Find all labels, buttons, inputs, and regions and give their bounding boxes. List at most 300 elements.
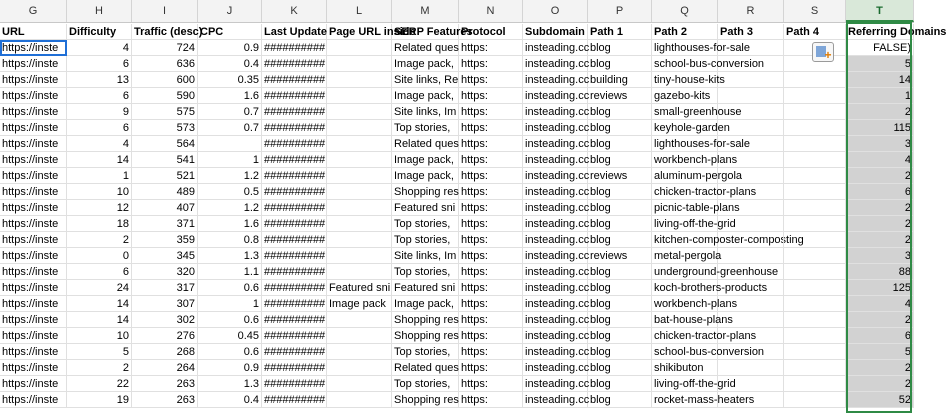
table-cell[interactable]: picnic-table-plans bbox=[654, 202, 740, 214]
table-cell[interactable]: 14 bbox=[67, 296, 132, 312]
header-cell[interactable]: Page URL inside bbox=[329, 26, 416, 38]
column-letter-p[interactable]: P bbox=[588, 0, 652, 22]
table-cell[interactable] bbox=[327, 232, 392, 248]
table-cell[interactable]: 0.8 bbox=[198, 232, 262, 248]
table-cell[interactable] bbox=[718, 168, 784, 184]
table-cell[interactable] bbox=[718, 264, 784, 280]
table-cell[interactable]: https: bbox=[459, 120, 523, 136]
table-cell[interactable]: ########## bbox=[264, 170, 326, 182]
table-cell[interactable]: 2 bbox=[846, 168, 914, 184]
table-cell[interactable]: gazebo-kits bbox=[652, 88, 718, 104]
table-cell[interactable]: 2 bbox=[846, 312, 914, 328]
table-cell[interactable] bbox=[718, 120, 784, 136]
table-cell[interactable]: Top stories, bbox=[392, 232, 459, 248]
table-cell[interactable] bbox=[327, 40, 392, 56]
table-cell[interactable]: insteading.cc bbox=[525, 314, 590, 326]
table-cell[interactable]: ########## bbox=[264, 58, 326, 70]
table-cell[interactable] bbox=[784, 328, 846, 344]
table-cell[interactable]: https: bbox=[459, 40, 523, 56]
table-cell[interactable]: ########## bbox=[264, 250, 326, 262]
table-cell[interactable]: reviews bbox=[588, 168, 652, 184]
table-cell[interactable]: 2 bbox=[67, 360, 132, 376]
table-cell[interactable]: https://inste bbox=[0, 232, 67, 248]
table-cell[interactable]: insteading.cc bbox=[525, 58, 590, 70]
column-letter-j[interactable]: J bbox=[198, 0, 262, 22]
table-cell[interactable] bbox=[327, 344, 392, 360]
table-cell[interactable]: ########## bbox=[264, 362, 326, 374]
table-cell[interactable]: https://inste bbox=[0, 136, 67, 152]
table-cell[interactable]: 22 bbox=[67, 376, 132, 392]
table-cell[interactable]: ########## bbox=[264, 266, 326, 278]
table-cell[interactable]: 3 bbox=[846, 248, 914, 264]
column-letter-g[interactable]: G bbox=[0, 0, 67, 22]
table-cell[interactable]: 541 bbox=[132, 152, 198, 168]
table-cell[interactable]: https: bbox=[459, 168, 523, 184]
paste-options-icon[interactable] bbox=[812, 42, 834, 62]
table-cell[interactable]: ########## bbox=[264, 122, 326, 134]
table-cell[interactable]: insteading.cc bbox=[525, 122, 590, 134]
table-cell[interactable]: https: bbox=[459, 264, 523, 280]
table-cell[interactable]: insteading.cc bbox=[525, 138, 590, 150]
table-cell[interactable]: https://inste bbox=[0, 264, 67, 280]
table-cell[interactable]: 2 bbox=[846, 216, 914, 232]
table-cell[interactable]: Image pack, bbox=[392, 168, 459, 184]
table-cell[interactable]: Featured sni bbox=[392, 200, 459, 216]
table-cell[interactable]: 0.6 bbox=[198, 344, 262, 360]
table-cell[interactable]: bat-house-plans bbox=[654, 314, 733, 326]
table-cell[interactable]: 6 bbox=[67, 264, 132, 280]
column-letter-o[interactable]: O bbox=[523, 0, 588, 22]
table-cell[interactable]: blog bbox=[588, 216, 652, 232]
table-cell[interactable]: https://inste bbox=[0, 168, 67, 184]
table-cell[interactable]: ########## bbox=[264, 202, 326, 214]
table-cell[interactable]: insteading.cc bbox=[525, 154, 590, 166]
table-cell[interactable]: Top stories, bbox=[392, 344, 459, 360]
table-cell[interactable]: 724 bbox=[132, 40, 198, 56]
column-letter-m[interactable]: M bbox=[392, 0, 459, 22]
table-cell[interactable]: insteading.cc bbox=[525, 378, 590, 390]
table-cell[interactable] bbox=[718, 296, 784, 312]
table-cell[interactable]: ########## bbox=[264, 314, 326, 326]
table-cell[interactable]: https://inste bbox=[0, 88, 67, 104]
table-cell[interactable]: 4 bbox=[846, 296, 914, 312]
table-cell[interactable]: https://inste bbox=[0, 216, 67, 232]
table-cell[interactable]: 264 bbox=[132, 360, 198, 376]
table-cell[interactable]: https: bbox=[459, 200, 523, 216]
table-cell[interactable]: 14 bbox=[67, 152, 132, 168]
table-cell[interactable]: blog bbox=[588, 328, 652, 344]
column-letter-k[interactable]: K bbox=[262, 0, 327, 22]
table-cell[interactable]: underground-greenhouse bbox=[654, 266, 779, 278]
table-cell[interactable] bbox=[784, 88, 846, 104]
table-cell[interactable]: Image pack, bbox=[392, 296, 459, 312]
table-cell[interactable]: 1.1 bbox=[198, 264, 262, 280]
table-cell[interactable]: insteading.cc bbox=[525, 250, 590, 262]
table-cell[interactable]: insteading.cc bbox=[525, 170, 590, 182]
table-cell[interactable]: 5 bbox=[846, 344, 914, 360]
table-cell[interactable]: blog bbox=[588, 280, 652, 296]
column-letter-l[interactable]: L bbox=[327, 0, 392, 22]
table-cell[interactable]: ########## bbox=[264, 298, 326, 310]
table-cell[interactable]: blog bbox=[588, 152, 652, 168]
table-cell[interactable]: lighthouses-for-sale bbox=[654, 42, 750, 54]
table-cell[interactable]: 263 bbox=[132, 376, 198, 392]
table-cell[interactable]: 345 bbox=[132, 248, 198, 264]
table-cell[interactable]: 13 bbox=[67, 72, 132, 88]
table-cell[interactable]: https://inste bbox=[0, 40, 67, 56]
table-cell[interactable]: 52 bbox=[846, 392, 914, 408]
table-cell[interactable]: https://inste bbox=[0, 296, 67, 312]
table-cell[interactable] bbox=[718, 56, 784, 72]
table-cell[interactable]: https://inste bbox=[0, 344, 67, 360]
table-cell[interactable]: 320 bbox=[132, 264, 198, 280]
table-cell[interactable]: 24 bbox=[67, 280, 132, 296]
table-cell[interactable]: 636 bbox=[132, 56, 198, 72]
table-cell[interactable]: blog bbox=[588, 344, 652, 360]
table-cell[interactable] bbox=[784, 264, 846, 280]
table-cell[interactable]: https://inste bbox=[0, 200, 67, 216]
column-letter-q[interactable]: Q bbox=[652, 0, 718, 22]
table-cell[interactable] bbox=[784, 136, 846, 152]
table-cell[interactable]: insteading.cc bbox=[525, 282, 590, 294]
table-cell[interactable] bbox=[327, 392, 392, 408]
table-cell[interactable]: insteading.cc bbox=[525, 42, 590, 54]
table-cell[interactable] bbox=[718, 360, 784, 376]
table-cell[interactable]: ########## bbox=[264, 346, 326, 358]
table-cell[interactable]: reviews bbox=[588, 248, 652, 264]
table-cell[interactable]: 0.4 bbox=[198, 56, 262, 72]
table-cell[interactable]: Image pack, bbox=[392, 88, 459, 104]
table-cell[interactable]: 115 bbox=[846, 120, 914, 136]
table-cell[interactable]: https: bbox=[459, 344, 523, 360]
table-cell[interactable]: 317 bbox=[132, 280, 198, 296]
table-cell[interactable]: ########## bbox=[264, 186, 326, 198]
table-cell[interactable]: metal-pergola bbox=[654, 250, 722, 262]
table-cell[interactable] bbox=[327, 360, 392, 376]
table-cell[interactable]: 489 bbox=[132, 184, 198, 200]
table-cell[interactable]: https: bbox=[459, 72, 523, 88]
table-cell[interactable]: 0.6 bbox=[198, 280, 262, 296]
table-cell[interactable]: blog bbox=[588, 56, 652, 72]
table-cell[interactable]: https: bbox=[459, 312, 523, 328]
table-cell[interactable]: https://inste bbox=[0, 376, 67, 392]
table-cell[interactable]: https: bbox=[459, 136, 523, 152]
table-cell[interactable] bbox=[784, 72, 846, 88]
table-cell[interactable]: 10 bbox=[67, 184, 132, 200]
table-cell[interactable]: 371 bbox=[132, 216, 198, 232]
table-cell[interactable]: 0.6 bbox=[198, 312, 262, 328]
table-cell[interactable] bbox=[784, 152, 846, 168]
table-cell[interactable] bbox=[327, 264, 392, 280]
table-cell[interactable]: 0.45 bbox=[198, 328, 262, 344]
table-cell[interactable]: https: bbox=[459, 328, 523, 344]
table-cell[interactable] bbox=[718, 104, 784, 120]
table-cell[interactable]: 1.3 bbox=[198, 248, 262, 264]
table-cell[interactable]: 407 bbox=[132, 200, 198, 216]
table-cell[interactable]: https: bbox=[459, 88, 523, 104]
table-cell[interactable]: aluminum-pergola bbox=[654, 170, 743, 182]
table-cell[interactable]: https://inste bbox=[0, 104, 67, 120]
table-cell[interactable]: ########## bbox=[264, 218, 326, 230]
table-cell[interactable]: 0.9 bbox=[198, 40, 262, 56]
table-cell[interactable]: reviews bbox=[588, 88, 652, 104]
table-cell[interactable]: ########## bbox=[264, 282, 326, 294]
table-cell[interactable]: insteading.cc bbox=[525, 266, 590, 278]
table-cell[interactable] bbox=[718, 232, 784, 248]
table-cell[interactable]: 5 bbox=[846, 56, 914, 72]
table-cell[interactable] bbox=[327, 72, 392, 88]
table-cell[interactable] bbox=[784, 184, 846, 200]
table-cell[interactable] bbox=[718, 312, 784, 328]
table-cell[interactable]: https: bbox=[459, 216, 523, 232]
table-cell[interactable]: ########## bbox=[264, 378, 326, 390]
header-cell[interactable]: SERP Features bbox=[394, 26, 473, 38]
table-cell[interactable]: insteading.cc bbox=[525, 218, 590, 230]
table-cell[interactable]: Image pack bbox=[327, 296, 392, 312]
table-cell[interactable]: Shopping res bbox=[394, 186, 459, 198]
table-cell[interactable]: ########## bbox=[264, 74, 326, 86]
table-cell[interactable]: rocket-mass-heaters bbox=[654, 394, 755, 406]
table-cell[interactable]: workbench-plans bbox=[654, 154, 738, 166]
table-cell[interactable]: 600 bbox=[132, 72, 198, 88]
table-cell[interactable]: 5 bbox=[67, 344, 132, 360]
table-cell[interactable] bbox=[784, 216, 846, 232]
table-cell[interactable] bbox=[784, 280, 846, 296]
table-cell[interactable]: 521 bbox=[132, 168, 198, 184]
table-cell[interactable]: 268 bbox=[132, 344, 198, 360]
table-cell[interactable] bbox=[327, 104, 392, 120]
table-cell[interactable] bbox=[718, 136, 784, 152]
table-cell[interactable]: Related ques bbox=[394, 362, 459, 374]
table-cell[interactable]: 2 bbox=[846, 232, 914, 248]
table-cell[interactable]: 307 bbox=[132, 296, 198, 312]
table-cell[interactable]: 0.9 bbox=[198, 360, 262, 376]
table-cell[interactable] bbox=[718, 200, 784, 216]
table-cell[interactable]: building bbox=[588, 72, 652, 88]
table-cell[interactable]: 0.35 bbox=[198, 72, 262, 88]
table-cell[interactable]: blog bbox=[588, 264, 652, 280]
table-cell[interactable]: 1 bbox=[67, 168, 132, 184]
table-cell[interactable] bbox=[784, 232, 846, 248]
table-cell[interactable]: https://inste bbox=[0, 280, 67, 296]
table-cell[interactable]: 1 bbox=[198, 296, 262, 312]
table-cell[interactable]: insteading.cc bbox=[525, 394, 590, 406]
table-cell[interactable]: https://inste bbox=[0, 392, 67, 408]
table-cell[interactable] bbox=[784, 376, 846, 392]
table-cell[interactable]: chicken-tractor-plans bbox=[654, 330, 757, 342]
table-cell[interactable]: insteading.cc bbox=[525, 90, 590, 102]
table-cell[interactable] bbox=[327, 120, 392, 136]
table-cell[interactable]: 2 bbox=[846, 360, 914, 376]
table-cell[interactable] bbox=[327, 248, 392, 264]
table-cell[interactable]: https://inste bbox=[0, 184, 67, 200]
table-cell[interactable] bbox=[718, 392, 784, 408]
table-cell[interactable]: 0.7 bbox=[198, 104, 262, 120]
table-cell[interactable]: https://inste bbox=[0, 152, 67, 168]
table-cell[interactable]: 2 bbox=[846, 200, 914, 216]
table-cell[interactable]: school-bus-conversion bbox=[654, 346, 765, 358]
table-cell[interactable]: Featured sni bbox=[329, 282, 391, 294]
table-cell[interactable]: blog bbox=[588, 296, 652, 312]
table-cell[interactable]: https: bbox=[459, 104, 523, 120]
table-cell[interactable] bbox=[718, 216, 784, 232]
table-cell[interactable]: Shopping res bbox=[394, 394, 459, 406]
table-cell[interactable]: https://inste bbox=[0, 248, 67, 264]
table-cell[interactable]: 10 bbox=[67, 328, 132, 344]
table-cell[interactable]: Top stories, bbox=[392, 376, 459, 392]
header-cell[interactable]: Path 3 bbox=[718, 24, 784, 40]
table-cell[interactable] bbox=[718, 88, 784, 104]
column-letter-r[interactable]: R bbox=[718, 0, 784, 22]
table-cell[interactable]: https: bbox=[459, 152, 523, 168]
table-cell[interactable]: 2 bbox=[846, 104, 914, 120]
header-cell[interactable]: Referring Domains bbox=[848, 26, 946, 38]
table-cell[interactable]: chicken-tractor-plans bbox=[654, 186, 757, 198]
table-cell[interactable]: ########## bbox=[264, 234, 326, 246]
table-cell[interactable]: ########## bbox=[264, 154, 326, 166]
table-cell[interactable] bbox=[327, 168, 392, 184]
table-cell[interactable]: Site links, Re bbox=[394, 74, 459, 86]
table-cell[interactable]: insteading.cc bbox=[525, 362, 590, 374]
table-cell[interactable]: ########## bbox=[264, 138, 326, 150]
table-cell[interactable]: https://inste bbox=[0, 328, 67, 344]
table-cell[interactable]: blog bbox=[588, 200, 652, 216]
column-letter-h[interactable]: H bbox=[67, 0, 132, 22]
table-cell[interactable]: Related ques bbox=[394, 42, 459, 54]
table-cell[interactable]: ########## bbox=[264, 42, 326, 54]
table-cell[interactable]: https: bbox=[459, 184, 523, 200]
table-cell[interactable]: 6 bbox=[67, 88, 132, 104]
table-cell[interactable] bbox=[784, 168, 846, 184]
table-cell[interactable]: Top stories, bbox=[392, 264, 459, 280]
header-cell[interactable]: Protocol bbox=[459, 24, 523, 40]
table-cell[interactable]: 1.6 bbox=[198, 216, 262, 232]
table-cell[interactable]: koch-brothers-products bbox=[654, 282, 768, 294]
table-cell[interactable]: 6 bbox=[67, 56, 132, 72]
table-cell[interactable] bbox=[718, 72, 784, 88]
header-cell[interactable]: Last Update bbox=[264, 26, 327, 38]
table-cell[interactable] bbox=[327, 88, 392, 104]
table-cell[interactable]: 4 bbox=[67, 136, 132, 152]
table-cell[interactable]: 6 bbox=[846, 328, 914, 344]
table-cell[interactable]: Site links, Im bbox=[392, 248, 459, 264]
table-cell[interactable]: insteading.cc bbox=[525, 346, 590, 358]
table-cell[interactable]: 9 bbox=[67, 104, 132, 120]
column-letter-s[interactable]: S bbox=[784, 0, 846, 22]
table-cell[interactable]: https://inste bbox=[0, 312, 67, 328]
table-cell[interactable] bbox=[718, 152, 784, 168]
table-cell[interactable]: 263 bbox=[132, 392, 198, 408]
table-cell[interactable]: 4 bbox=[846, 152, 914, 168]
table-cell[interactable]: Shopping res bbox=[394, 314, 459, 326]
table-cell[interactable] bbox=[718, 376, 784, 392]
table-cell[interactable]: Shopping res bbox=[394, 330, 459, 342]
header-cell[interactable]: Traffic (desc) bbox=[134, 26, 203, 38]
column-letter-i[interactable]: I bbox=[132, 0, 198, 22]
table-cell[interactable]: https://inste bbox=[0, 72, 67, 88]
table-cell[interactable]: 125 bbox=[846, 280, 914, 296]
table-cell[interactable]: insteading.cc bbox=[525, 298, 590, 310]
table-cell[interactable]: https: bbox=[459, 56, 523, 72]
table-cell[interactable]: living-off-the-grid bbox=[654, 218, 736, 230]
table-cell[interactable]: insteading.cc bbox=[525, 202, 590, 214]
table-cell[interactable]: 12 bbox=[67, 200, 132, 216]
table-cell[interactable]: https: bbox=[459, 360, 523, 376]
header-cell[interactable]: CPC bbox=[198, 24, 262, 40]
table-cell[interactable] bbox=[327, 200, 392, 216]
table-cell[interactable] bbox=[718, 248, 784, 264]
table-cell[interactable]: living-off-the-grid bbox=[654, 378, 736, 390]
table-cell[interactable] bbox=[718, 184, 784, 200]
table-cell[interactable]: shikibuton bbox=[652, 360, 718, 376]
table-cell[interactable]: lighthouses-for-sale bbox=[654, 138, 750, 150]
table-cell[interactable]: tiny-house-kits bbox=[654, 74, 725, 86]
table-cell[interactable]: blog bbox=[588, 232, 652, 248]
table-cell[interactable]: small-greenhouse bbox=[654, 106, 742, 118]
table-cell[interactable]: Image pack, bbox=[392, 152, 459, 168]
table-cell[interactable]: insteading.cc bbox=[525, 330, 590, 342]
table-cell[interactable]: blog bbox=[588, 104, 652, 120]
table-cell[interactable]: 6 bbox=[67, 120, 132, 136]
table-cell[interactable] bbox=[784, 392, 846, 408]
table-cell[interactable] bbox=[784, 104, 846, 120]
table-cell[interactable]: insteading.cc bbox=[525, 74, 590, 86]
table-cell[interactable]: 1 bbox=[198, 152, 262, 168]
header-cell[interactable]: Subdomain bbox=[523, 24, 588, 40]
table-cell[interactable]: 590 bbox=[132, 88, 198, 104]
table-cell[interactable]: 6 bbox=[846, 184, 914, 200]
table-cell[interactable] bbox=[327, 312, 392, 328]
table-cell[interactable]: workbench-plans bbox=[654, 298, 738, 310]
table-cell[interactable]: Featured sni bbox=[392, 280, 459, 296]
table-cell[interactable]: blog bbox=[588, 376, 652, 392]
table-cell[interactable]: 1.2 bbox=[198, 200, 262, 216]
table-cell[interactable]: https: bbox=[459, 296, 523, 312]
table-cell[interactable] bbox=[784, 360, 846, 376]
table-cell[interactable] bbox=[327, 56, 392, 72]
table-cell[interactable] bbox=[327, 328, 392, 344]
table-cell[interactable] bbox=[327, 152, 392, 168]
table-cell[interactable]: 1.6 bbox=[198, 88, 262, 104]
table-cell[interactable] bbox=[718, 280, 784, 296]
table-cell[interactable]: keyhole-garden bbox=[654, 122, 730, 134]
table-cell[interactable] bbox=[327, 376, 392, 392]
table-cell[interactable]: blog bbox=[588, 120, 652, 136]
table-cell[interactable]: insteading.cc bbox=[525, 234, 590, 246]
table-cell[interactable]: blog bbox=[588, 392, 652, 408]
table-cell[interactable] bbox=[718, 344, 784, 360]
table-cell[interactable]: Related ques bbox=[394, 138, 459, 150]
table-cell[interactable]: https: bbox=[459, 392, 523, 408]
table-cell[interactable]: https://inste bbox=[0, 56, 67, 72]
table-cell[interactable] bbox=[784, 296, 846, 312]
table-cell[interactable]: https: bbox=[459, 280, 523, 296]
table-cell[interactable]: 0.5 bbox=[198, 184, 262, 200]
table-cell[interactable]: 0.4 bbox=[198, 392, 262, 408]
table-cell[interactable]: https://inste bbox=[0, 360, 67, 376]
table-cell[interactable]: 1.3 bbox=[198, 376, 262, 392]
table-cell[interactable]: 276 bbox=[132, 328, 198, 344]
header-cell[interactable]: Difficulty bbox=[67, 24, 132, 40]
table-cell[interactable]: 4 bbox=[67, 40, 132, 56]
table-cell[interactable]: 564 bbox=[132, 136, 198, 152]
header-cell[interactable]: URL bbox=[0, 24, 67, 40]
table-cell[interactable] bbox=[718, 328, 784, 344]
table-cell[interactable]: insteading.cc bbox=[525, 106, 590, 118]
column-letter-n[interactable]: N bbox=[459, 0, 523, 22]
table-cell[interactable]: Top stories, bbox=[392, 120, 459, 136]
table-cell[interactable]: 0.7 bbox=[198, 120, 262, 136]
